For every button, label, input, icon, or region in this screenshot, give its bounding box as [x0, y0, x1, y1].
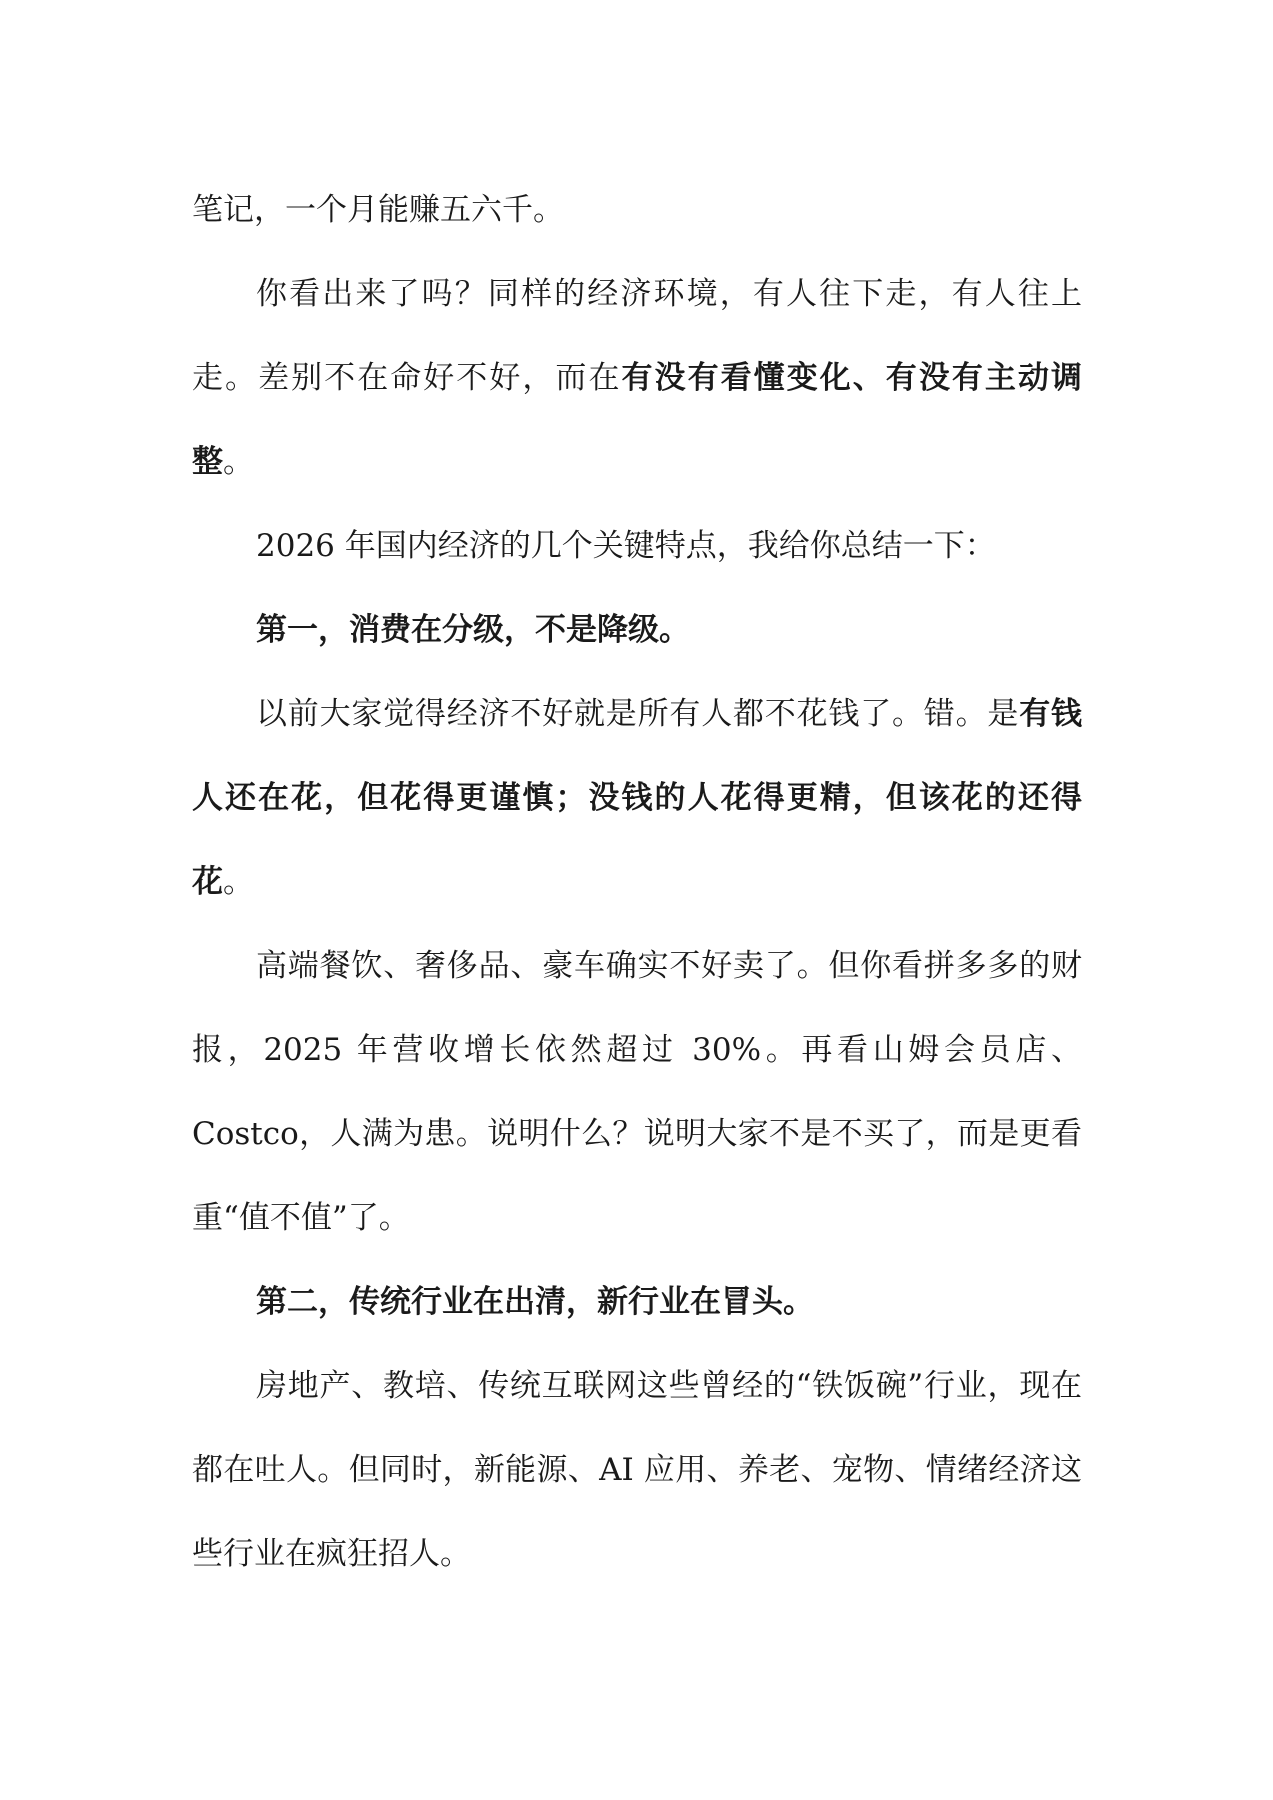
- section-heading: 第一，消费在分级，不是降级。: [256, 612, 690, 648]
- paragraph-text: 房地产、教培、传统互联网这些曾经的“铁饭碗”行业，现在都在吐人。但同时，新能源、AI 应用、养老、宠物、情绪经济这些行业在疯狂招人。: [192, 1368, 1082, 1572]
- document-body: [192, 168, 1082, 1596]
- paragraph-text: 你看出来了吗？同样的经济环境，有人往下走，有人往上走。差别不在命好不好，而在: [192, 276, 1082, 396]
- paragraph-text: 以前大家觉得经济不好就是所有人都不花钱了。错。是: [256, 696, 1020, 732]
- section-heading: 第二，传统行业在出清，新行业在冒头。: [256, 1284, 814, 1320]
- paragraph-text: 笔记，一个月能赚五六千。: [192, 192, 564, 228]
- bold-emphasis: 有钱人还在花，但花得更谨慎；没钱的人花得更精，但该花的还得花: [192, 696, 1083, 900]
- bold-emphasis: 有没有看懂变化、有没有主动调整: [192, 360, 1082, 480]
- paragraph-industries: [192, 1344, 1082, 1596]
- heading-point-one: [192, 588, 1082, 672]
- paragraph-consumption: [192, 672, 1082, 924]
- paragraph-end: 。: [223, 864, 254, 900]
- paragraph-economic-divergence: [192, 252, 1082, 504]
- heading-point-two: [192, 1260, 1082, 1344]
- paragraph-continuation: [192, 168, 1082, 252]
- paragraph-summary-intro: [192, 504, 1082, 588]
- paragraph-end: 。: [223, 444, 254, 480]
- paragraph-text: 高端餐饮、奢侈品、豪车确实不好卖了。但你看拼多多的财报，2025 年营收增长依然超过 30%。再看山姆会员店、Costco，人满为患。说明什么？说明大家不是不买了，而是更看重“值不值”了。: [192, 948, 1082, 1236]
- paragraph-examples: [192, 924, 1082, 1260]
- paragraph-text: 2026 年国内经济的几个关键特点，我给你总结一下：: [256, 528, 996, 564]
